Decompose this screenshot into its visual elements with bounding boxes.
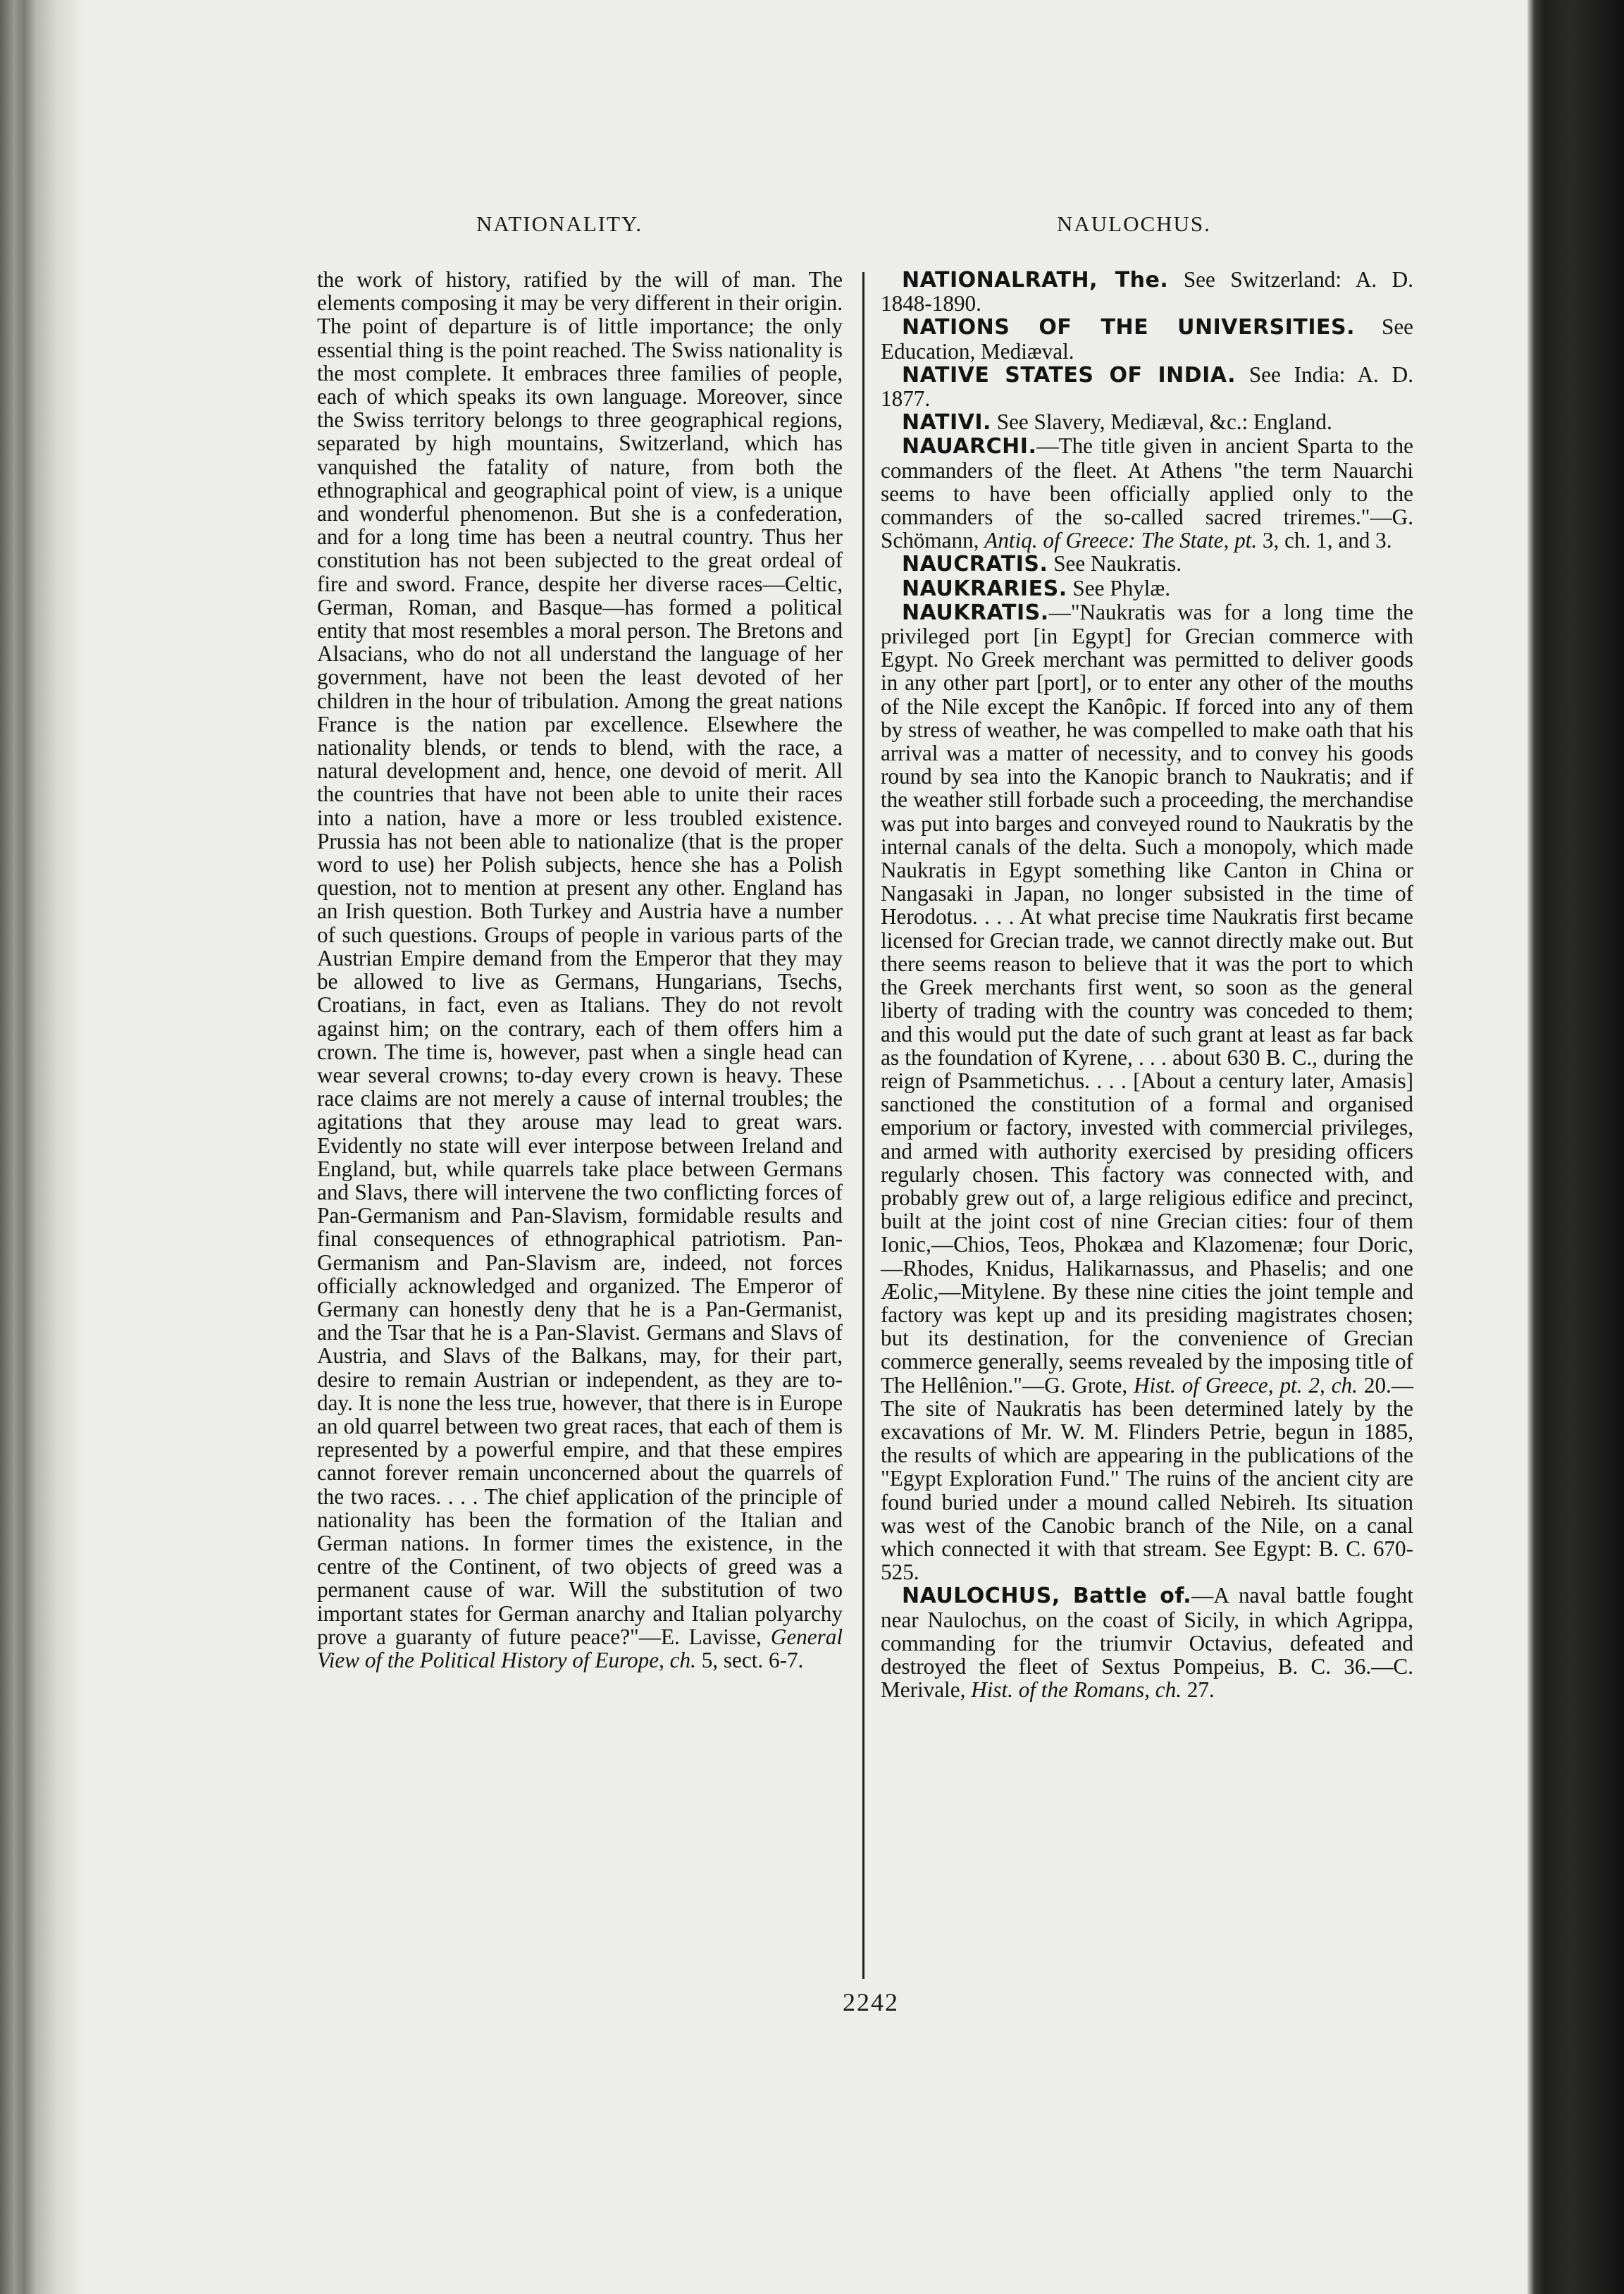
entry-headword: NATIONALRATH, The. xyxy=(902,268,1169,292)
entry-headword: NAUKRATIS. xyxy=(902,600,1049,625)
book-binding-edge xyxy=(0,0,83,2294)
entry-citation: Antiq. of Greece: The State, pt. xyxy=(984,528,1258,553)
entry-citation: Hist. of Greece, pt. 2, ch. xyxy=(1134,1372,1358,1398)
nationality-citation-end: 5, sect. 6-7. xyxy=(701,1647,804,1672)
running-head-left: NATIONALITY. xyxy=(476,211,643,236)
entry-citation-end: 20.—The site of Naukratis has been determined lately by the excavations of Mr. W. M. Flinders Petrie, begun in 1885, the results of which are appearing in the publications of the "Egypt Exploration Fund." The ruins of the ancient city are found buried under a mound called Nebireh. Its situation was west of the Canobic branch of the Nile, on a canal which connected it with that stream. See Egypt: B. C. 670-525. xyxy=(881,1372,1414,1585)
entry-body: See Naukratis. xyxy=(1053,551,1182,576)
entry-nationalrath xyxy=(881,268,1413,315)
entry-naukratis xyxy=(881,600,1413,1584)
page-number: 2242 xyxy=(843,1988,899,2016)
entry-headword: NAULOCHUS, Battle of. xyxy=(902,1584,1192,1609)
nationality-text: the work of history, ratified by the will of man. The elements composing it may be very different in their origin. The point of departure is of little importance; the only essential thing is the point reached. The Swiss nationality is the most complete. It embraces three families of people, each of which speaks its own language. Moreover, since the Swiss territory belongs to three geographical regions, separated by high mountains, Switzerland, which has vanquished the fatality of nature, from both the ethnographical and geographical point of view, is a unique and wonderful phenomenon. But she is a confederation, and for a long time has been a neutral country. Thus her constitution has not been subjected to the great ordeal of fire and sword. France, despite her diverse races—Celtic, German, Roman, and Basque—has formed a political entity that most resembles a moral person. The Bretons and Alsacians, who do not all understand the language of her government, have not been the least devoted of her children in the hour of tribulation. Among the great nations France is the nation par excellence. Elsewhere the nationality blends, or tends to blend, with the race, a natural development and, hence, one devoid of merit. All the countries that have not been able to unite their races into a nation, have a more or less troubled existence. Prussia has not been able to nationalize (that is the proper word to use) her Polish subjects, hence she has a Polish question, not to mention at present any other. England has an Irish question. Both Turkey and Austria have a number of such questions. Groups of people in various parts of the Austrian Empire demand from the Emperor that they may be allowed to live as Germans, Hungarians, Tsechs, Croatians, in fact, even as Italians. They do not revolt against him; on the contrary, each of them offers him a crown. The time is, however, past when a single head can wear several crowns; to-day every crown is heavy. These race claims are not merely a cause of internal troubles; the agitations that they arouse may lead to great wars. Evidently no state will ever interpose between Ireland and England, but, while quarrels take place between Germans and Slavs, there will intervene the two conflicting forces of Pan-Germanism and Pan-Slavism, formidable results and final consequences of ethnographical patriotism. Pan-Germanism and Pan-Slavism are, indeed, not forces officially acknowledged and organized. The Emperor of Germany can honestly deny that he is a Pan-Germanist, and the Tsar that he is a Pan-Slavist. Germans and Slavs of Austria, and Slavs of the Balkans, may, for their part, desire to remain Austrian or independent, as they are to-day. It is none the less true, however, that there is in Europe an old quarrel between two great races, that each of them is represented by a powerful empire, and that these empires cannot forever remain unconcerned about the quarrels of the two races. . . . The chief application of the principle of nationality has been the formation of the Italian and German nations. In former times the existence, in the centre of the Continent, of two objects of greed was a permanent cause of war. Will the substitution of two important states for German anarchy and Italian polyarchy prove a guaranty of future peace?"—E. Lavisse, xyxy=(317,267,843,1649)
entry-body: —A naval battle fought near Naulochus, on the coast of Sicily, in which Agrippa, commanding for the triumvir Octavius, defeated and destroyed the fleet of Sextus Pompeius, B. C. 36.—C. Merivale, xyxy=(881,1583,1413,1703)
entry-nauarchi xyxy=(881,434,1413,552)
entry-body: See India: A. D. 1877. xyxy=(881,362,1413,412)
column-divider xyxy=(862,272,864,1979)
entry-body: —The title given in ancient Sparta to the commanders of the fleet. At Athens "the term Nauarchi seems to have been officially applied only to the commanders of the so-called sacred triremes."—G. Schömann, xyxy=(881,433,1413,553)
right-column xyxy=(881,268,1413,1701)
entry-naulochus xyxy=(881,1584,1413,1701)
entry-body: See Phylæ. xyxy=(1072,575,1171,600)
left-column-text xyxy=(317,268,843,1672)
entry-nativi xyxy=(881,410,1413,434)
entry-citation-end: 3, ch. 1, and 3. xyxy=(1262,528,1392,553)
entry-body: See Slavery, Mediæval, &c.: England. xyxy=(996,409,1332,435)
entry-headword: NATIONS OF THE UNIVERSITIES. xyxy=(902,315,1356,340)
entry-nations-of-the-universities xyxy=(881,315,1413,362)
entry-headword: NAUARCHI. xyxy=(902,434,1037,460)
entry-citation: Hist. of the Romans, ch. xyxy=(971,1677,1182,1703)
page-right-edge xyxy=(1527,0,1624,2294)
entry-headword: NAUKRARIES. xyxy=(902,576,1067,601)
nationality-citation: General View of the Political History of Europe, ch. xyxy=(317,1624,843,1672)
entry-body: —"Naukratis was for a long time the privileged port [in Egypt] for Grecian commerce with Egypt. No Greek merchant was permitted to deliver goods in any other part [port], or to enter any other of the mouths of the Nile except the Kanôpic. If forced into any of them by stress of weather, he was compelled to make oath that his arrival was a matter of necessity, and to convey his goods round by sea into the Kanopic branch to Naukratis; and if the weather still forbade such a proceeding, the merchandise was put into barges and conveyed round to Naukratis by the internal canals of the delta. Such a monopoly, which made Naukratis in Egypt something like Canton in China or Nangasaki in Japan, no longer subsisted in the time of Herodotus. . . . At what precise time Naukratis first became licensed for Grecian trade, we cannot directly make out. But there seems reason to believe that it was the port to which the Greek merchants first went, so soon as the general liberty of trading with the country was conceded to them; and this would put the date of such grant at least as far back as the foundation of Kyrene, . . . about 630 B. C., during the reign of Psammetichus. . . . [About a century later, Amasis] sanctioned the constitution of a formal and organised emporium or factory, invested with commercial privileges, and armed with authority exercised by presiding officers regularly chosen. This factory was connected with, and probably grew out of, a large religious edifice and precinct, built at the joint cost of nine Grecian cities: four of them Ionic,—Chios, Teos, Phokæa and Klazomenæ; four Doric,—Rhodes, Knidus, Halikarnassus, and Phaselis; and one Æolic,—Mitylene. By these nine cities the joint temple and factory was kept up and its presiding magistrates chosen; but its destination, for the convenience of Grecian commerce generally, seems revealed by the imposing title of The Hellênion."—G. Grote, xyxy=(881,599,1413,1398)
entry-body: See Switzerland: A. D. 1848-1890. xyxy=(881,267,1414,316)
left-column xyxy=(317,268,843,1672)
entry-headword: NATIVE STATES OF INDIA. xyxy=(902,362,1236,388)
entry-body: See Education, Mediæval. xyxy=(881,314,1413,364)
entry-headword: NATIVI. xyxy=(902,410,991,436)
running-head-right: NAULOCHUS. xyxy=(1057,211,1211,236)
entry-headword: NAUCRATIS. xyxy=(902,552,1048,577)
entry-naucratis xyxy=(881,552,1413,576)
entry-naukraries xyxy=(881,576,1413,600)
entry-native-states-of-india xyxy=(881,363,1413,410)
entry-citation-end: 27. xyxy=(1186,1677,1215,1703)
